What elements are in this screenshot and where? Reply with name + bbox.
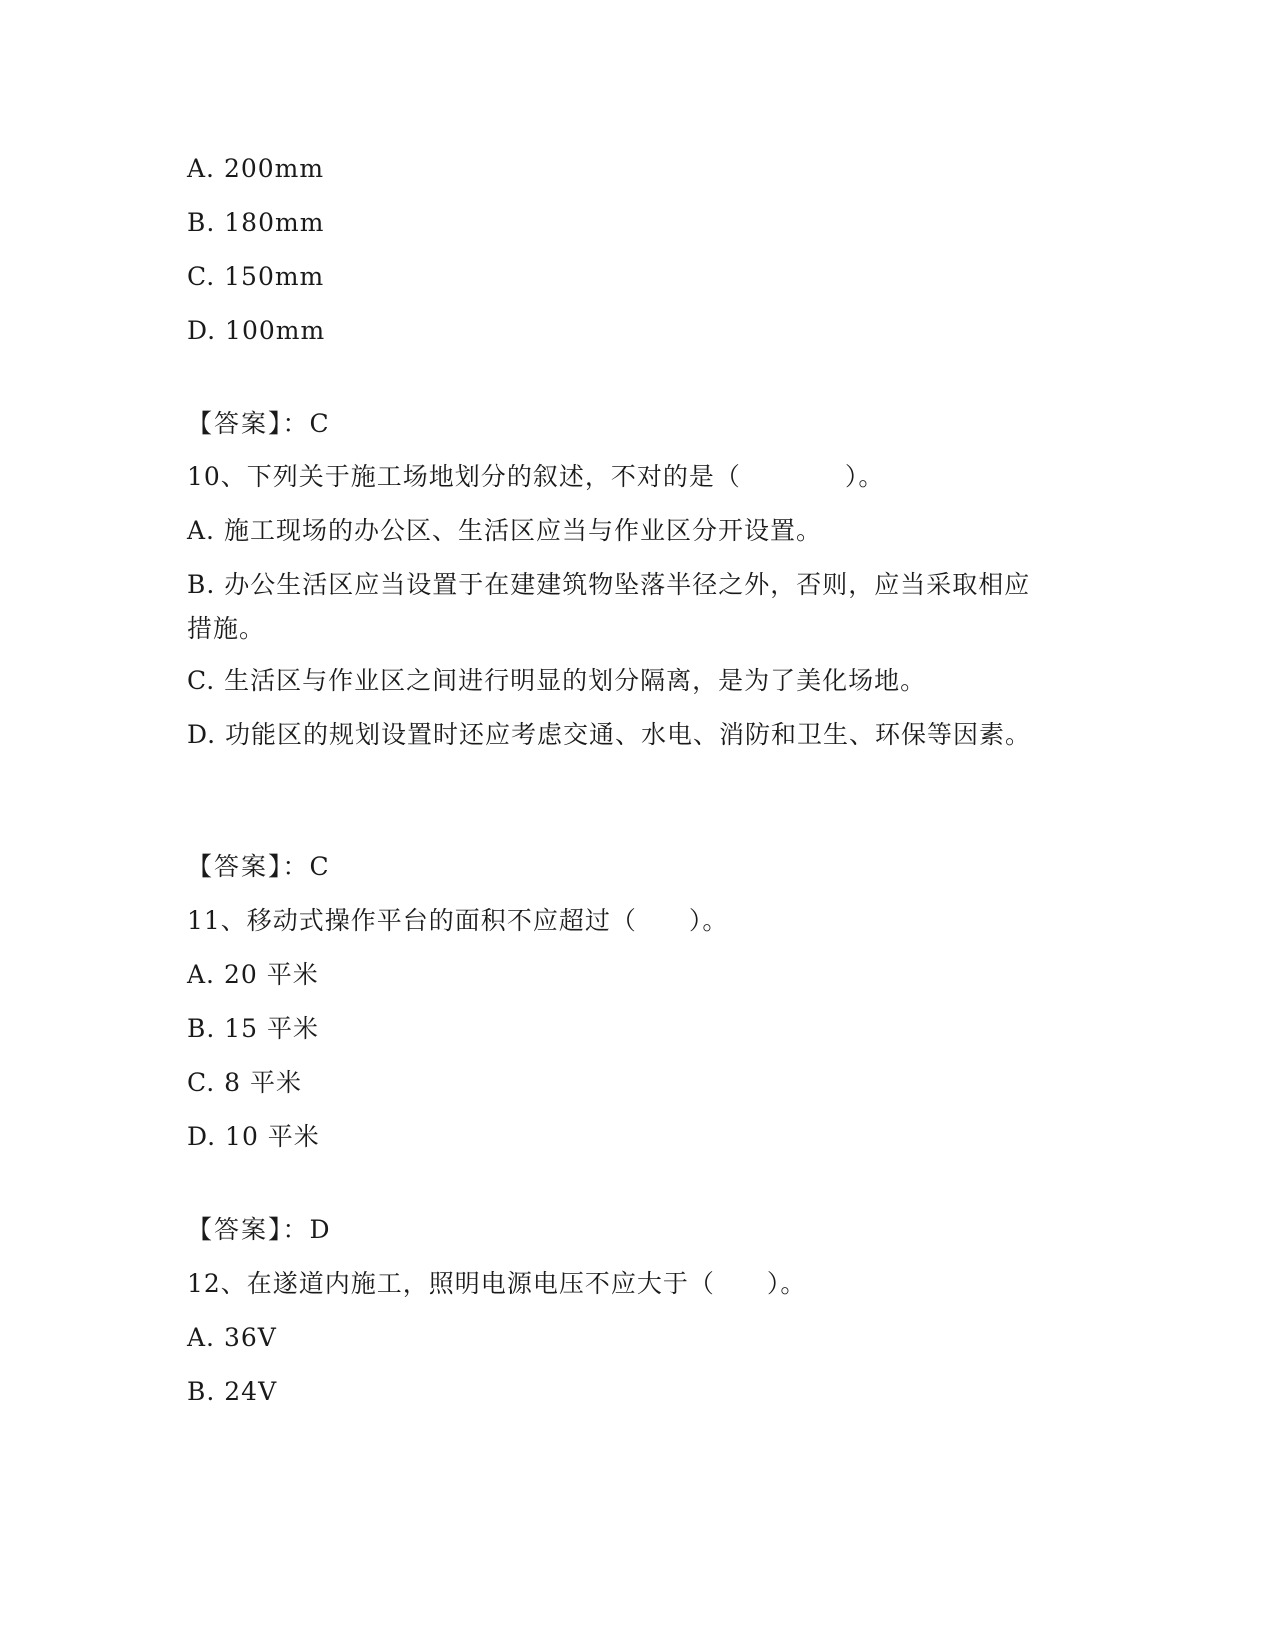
q11-question: 11、移动式操作平台的面积不应超过（ ）。 — [187, 906, 729, 935]
q10-question: 10、下列关于施工场地划分的叙述，不对的是（ ）。 — [187, 462, 885, 491]
q12-option-b: B. 24V — [187, 1377, 278, 1406]
q10-option-c: C. 生活区与作业区之间进行明显的划分隔离，是为了美化场地。 — [187, 666, 927, 695]
q11-option-d: D. 10 平米 — [187, 1122, 320, 1151]
q9-option-a: A. 200mm — [187, 154, 325, 183]
q11-option-a: A. 20 平米 — [187, 960, 319, 989]
q11-option-c: C. 8 平米 — [187, 1068, 302, 1097]
q11-answer: 【答案】：D — [187, 1215, 332, 1244]
q12-option-a: A. 36V — [187, 1323, 277, 1352]
q9-answer: 【答案】：C — [187, 409, 331, 438]
q10-option-d: D. 功能区的规划设置时还应考虑交通、水电、消防和卫生、环保等因素。 — [187, 720, 1032, 749]
q9-option-d: D. 100mm — [187, 316, 326, 345]
q9-option-b: B. 180mm — [187, 208, 325, 237]
q10-answer: 【答案】：C — [187, 852, 331, 881]
q10-option-a: A. 施工现场的办公区、生活区应当与作业区分开设置。 — [187, 516, 822, 545]
q10-option-b: B. 办公生活区应当设置于在建建筑物坠落半径之外，否则，应当采取相应措施。 — [187, 570, 1031, 643]
q9-option-c: C. 150mm — [187, 262, 325, 291]
q11-option-b: B. 15 平米 — [187, 1014, 320, 1043]
q12-question: 12、在遂道内施工，照明电源电压不应大于（ ）。 — [187, 1269, 807, 1298]
